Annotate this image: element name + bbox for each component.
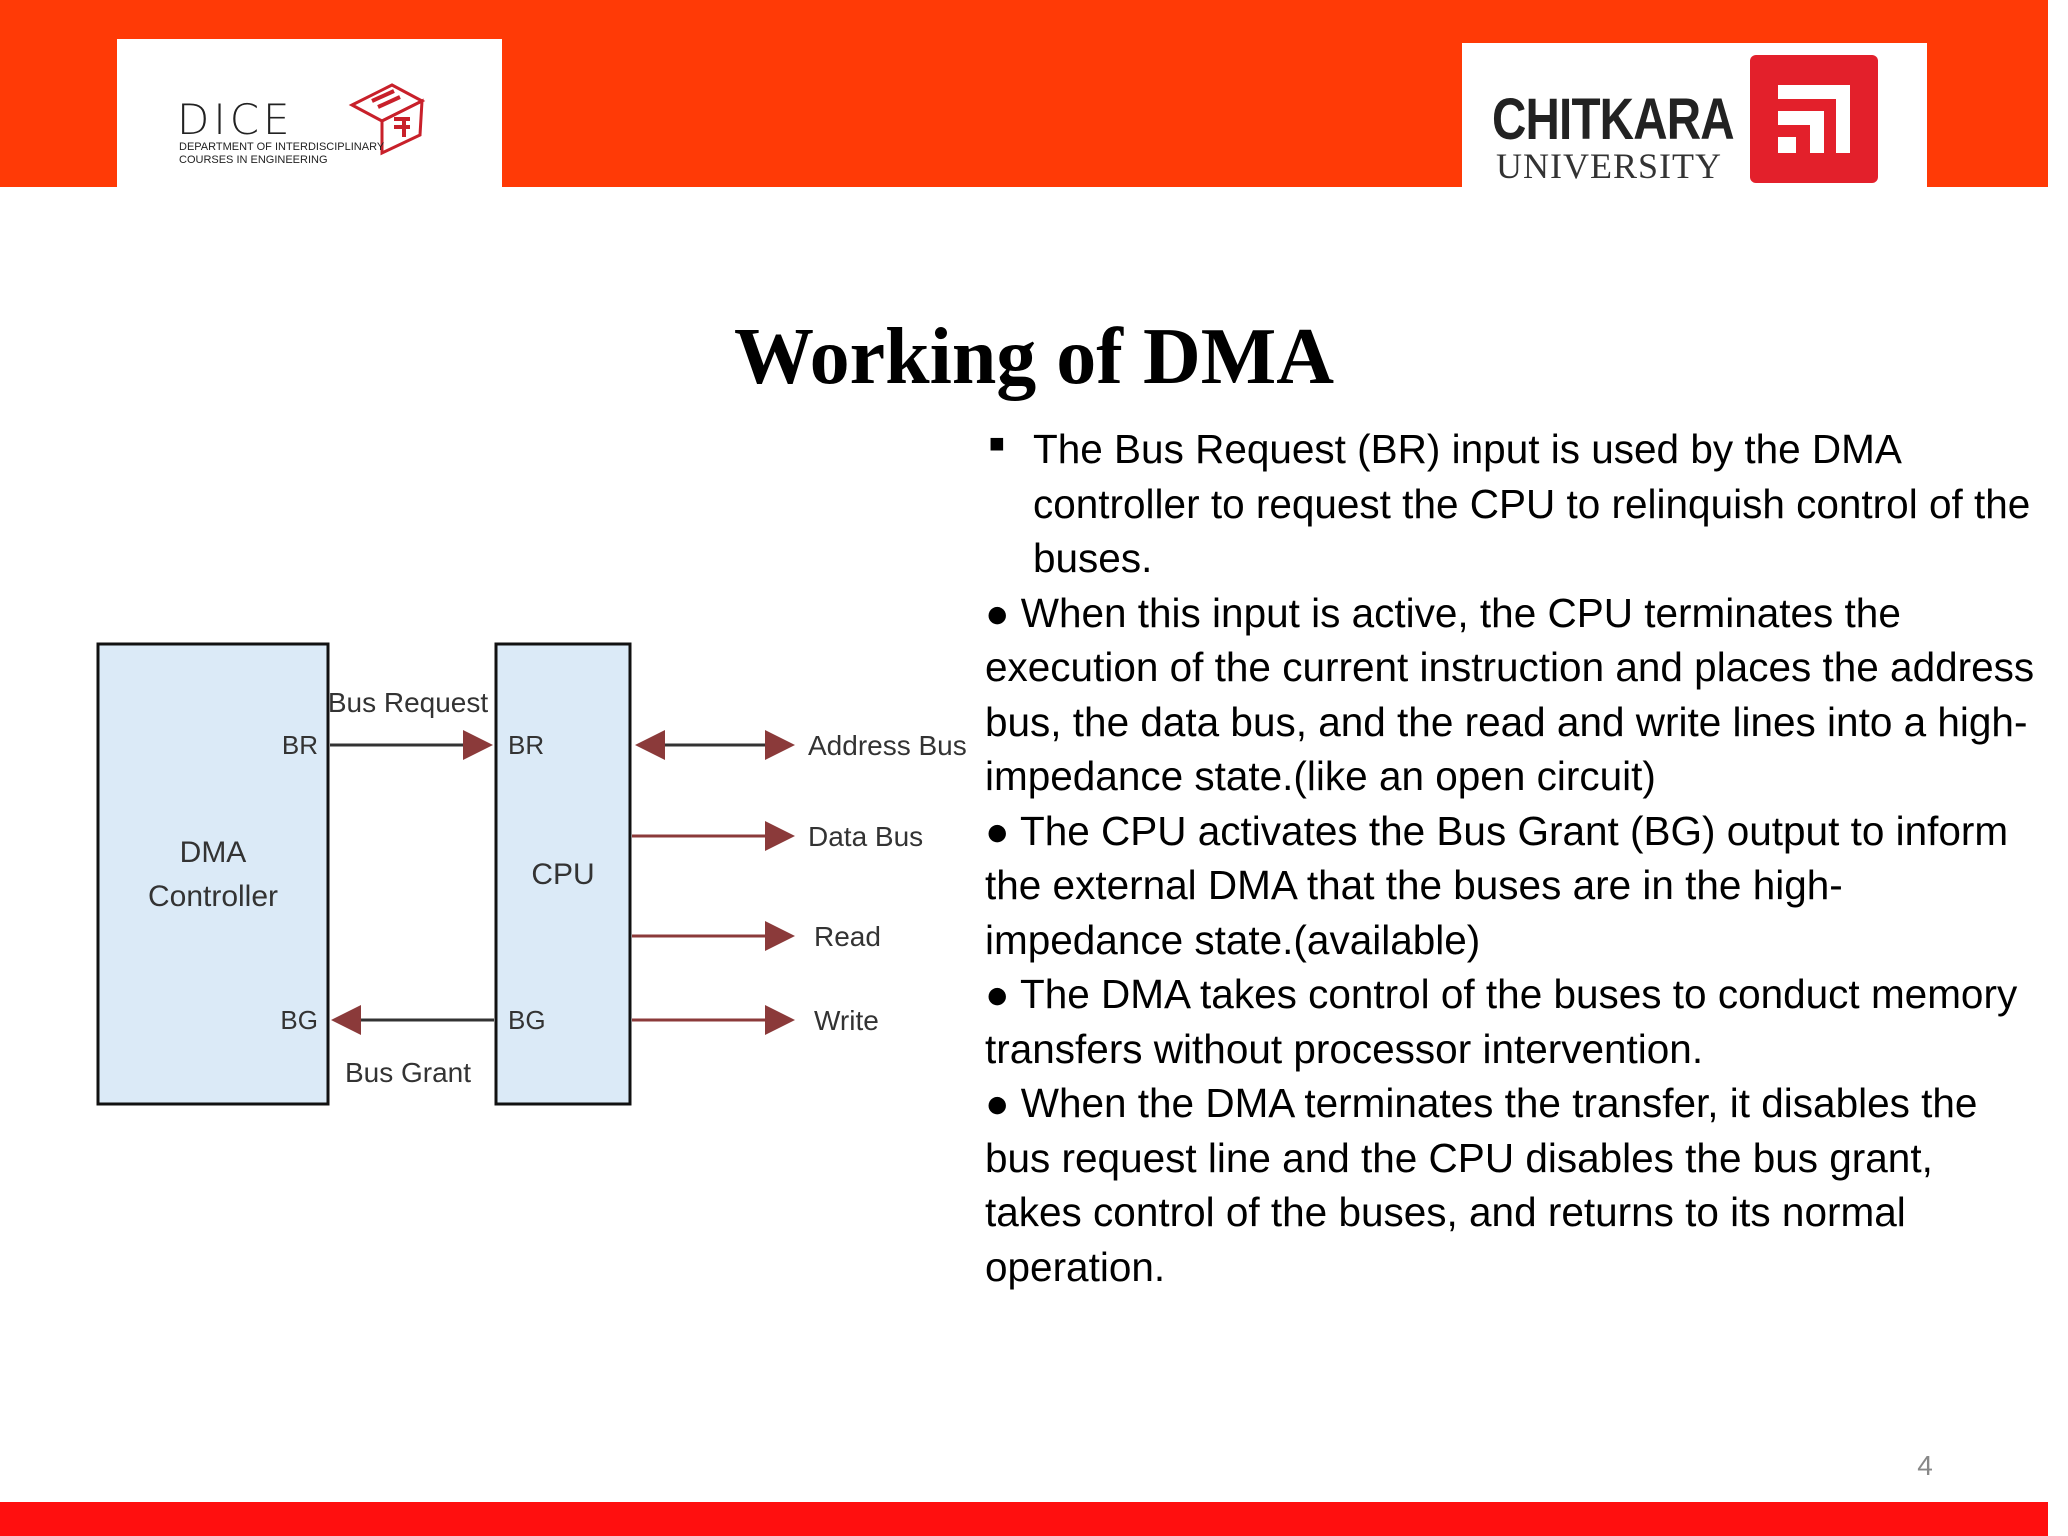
- chitkara-mark-icon: [1750, 55, 1878, 183]
- dma-br-label: BR: [281, 730, 318, 760]
- dma-label-line-2: Controller: [147, 880, 279, 913]
- cpu-label: CPU: [531, 858, 595, 891]
- write-label: Write: [814, 1005, 879, 1036]
- cpu-br-label: BR: [508, 730, 545, 760]
- page-number: 4: [1917, 1450, 1933, 1481]
- dice-subtitle-line-2: COURSES IN ENGINEERING: [179, 154, 328, 166]
- dma-label-line-1: DMA: [179, 836, 247, 869]
- data-bus-label: Data Bus: [808, 821, 924, 852]
- para-bus-grant: ● The CPU activates the Bus Grant (BG) output to inform the external DMA that the buses are in the high-impedance state.(available): [985, 807, 2009, 963]
- bus-grant-label: Bus Grant: [344, 1057, 472, 1088]
- address-bus-label: Address Bus: [808, 730, 967, 761]
- dice-wordmark: DICE: [177, 95, 294, 144]
- para-dma-control: ● The DMA takes control of the buses to conduct memory transfers without processor intervention.: [985, 971, 2018, 1072]
- square-bullet-icon: ■: [989, 428, 1005, 458]
- cpu-bg-label: BG: [508, 1005, 546, 1035]
- para-cpu-terminates: ● When this input is active, the CPU terminates the execution of the current instruction and places the address bus, the data bus, and the read and write lines into a high-impedance state.(like an open circuit): [985, 589, 2035, 799]
- chitkara-logo: [1462, 43, 1927, 187]
- bus-request-label: Bus Request: [327, 687, 489, 718]
- footer-band: [0, 1502, 2048, 1536]
- chitkara-university-text: UNIVERSITY: [1496, 146, 1722, 186]
- dma-block-diagram: [90, 630, 967, 1155]
- bullet-text-bus-request: The Bus Request (BR) input is used by the DMA controller to request the CPU to relinquish control of the buses.: [1033, 426, 2031, 581]
- dma-diagram-svg: [90, 630, 967, 1150]
- slide-body: [985, 422, 2035, 1294]
- para-dma-terminates: ● When the DMA terminates the transfer, it disables the bus request line and the CPU disables the bus grant, takes control of the buses, and returns to its normal operation.: [985, 1080, 1978, 1290]
- dma-controller-box: [98, 644, 328, 1104]
- chitkara-name: CHITKARA: [1492, 87, 1734, 152]
- dice-subtitle-line-1: DEPARTMENT OF INTERDISCIPLINARY: [179, 141, 385, 153]
- bullet-item: [985, 422, 2035, 586]
- read-label: Read: [814, 921, 881, 952]
- dma-bg-label: BG: [280, 1005, 318, 1035]
- slide-title: Working of DMA: [734, 313, 1334, 401]
- dice-subtitle: [179, 141, 409, 167]
- dice-logo: [117, 39, 502, 187]
